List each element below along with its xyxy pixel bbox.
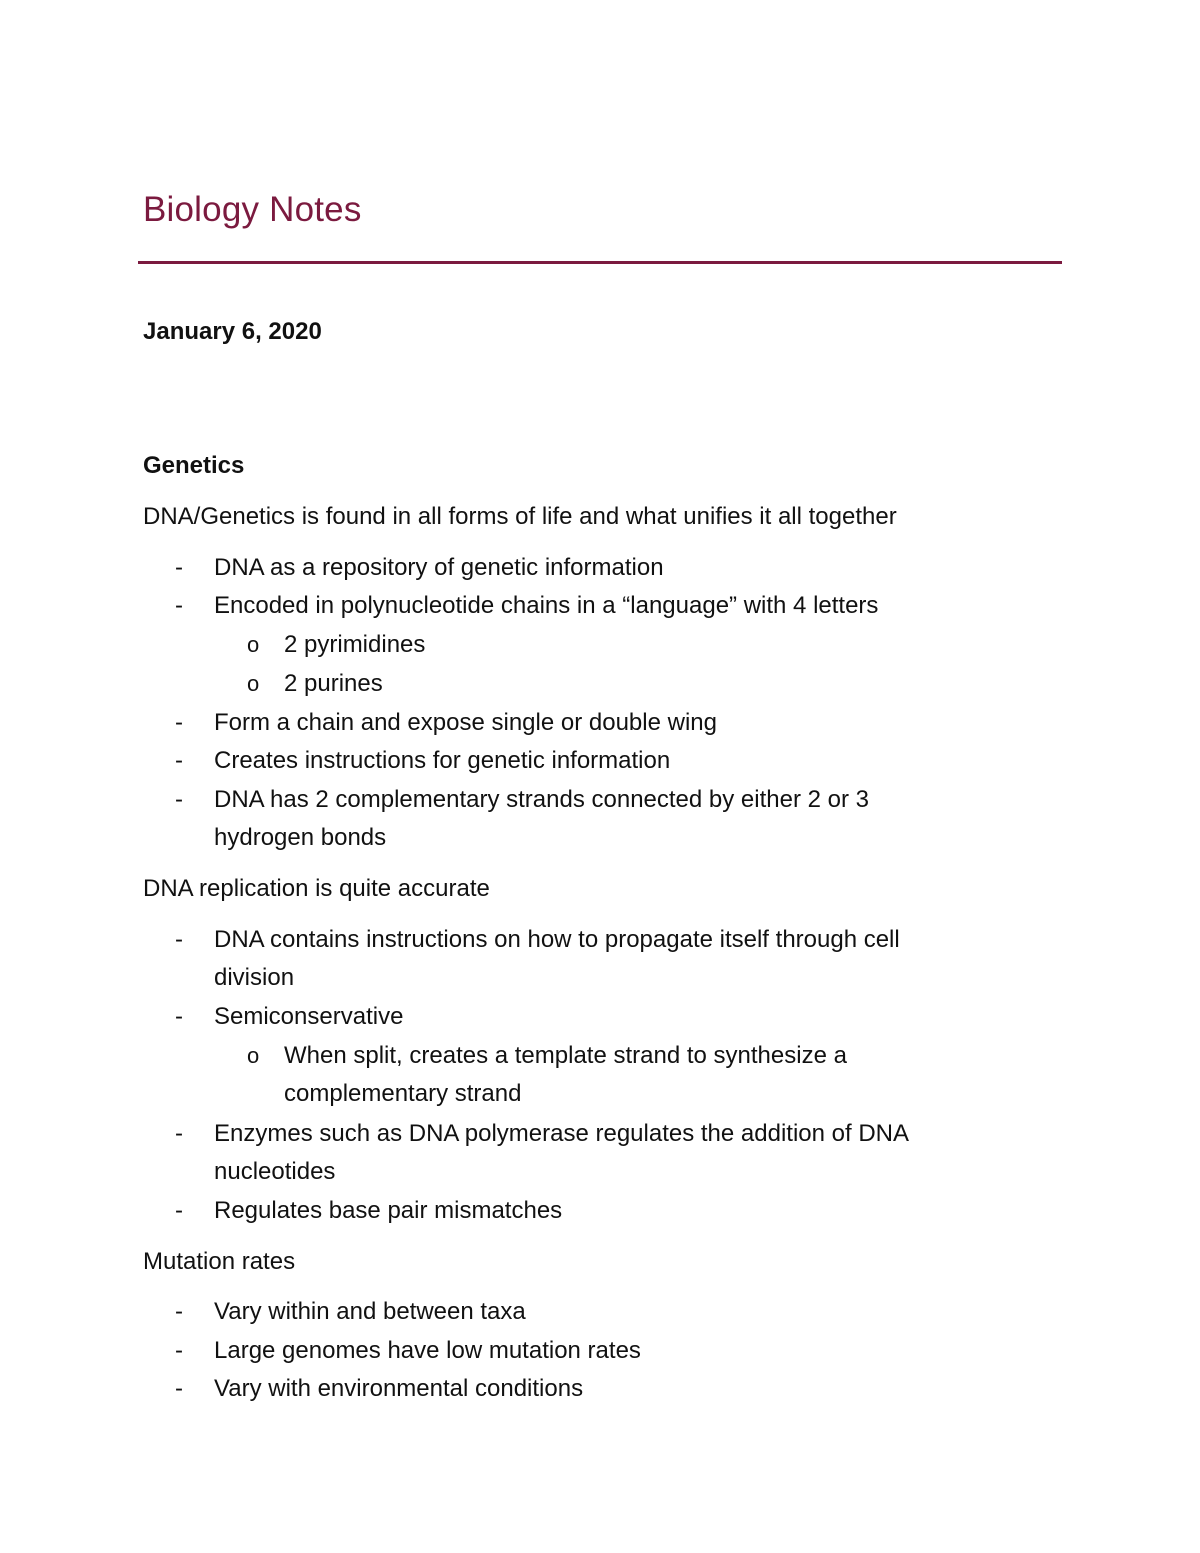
- circle-bullet: o: [247, 1043, 260, 1068]
- circle-bullet: o: [247, 632, 260, 657]
- list-item-continuation: nucleotides: [214, 1158, 336, 1185]
- list-item-continuation: division: [214, 964, 295, 991]
- list-item: Creates instructions for genetic information: [214, 747, 671, 774]
- dash-bullet: -: [175, 592, 183, 619]
- paragraph-genetics-intro: DNA/Genetics is found in all forms of life and what unifies it all together: [143, 503, 897, 530]
- dash-bullet: -: [175, 709, 183, 736]
- list-item: Vary with environmental conditions: [214, 1375, 584, 1402]
- dash-bullet: -: [175, 1298, 183, 1325]
- dash-bullet: -: [175, 1197, 183, 1224]
- sub-list-item: 2 pyrimidines: [284, 631, 426, 658]
- sub-list-item: When split, creates a template strand to synthesize a: [284, 1042, 847, 1069]
- circle-bullet: o: [247, 671, 260, 696]
- date-heading: January 6, 2020: [143, 318, 322, 345]
- list-item-continuation: hydrogen bonds: [214, 824, 387, 851]
- dash-bullet: -: [175, 926, 183, 953]
- list-item: DNA has 2 complementary strands connected by either 2 or 3: [214, 786, 870, 813]
- paragraph-mutation-rates: Mutation rates: [143, 1248, 296, 1275]
- list-item: DNA as a repository of genetic information: [214, 554, 664, 581]
- list-item: Large genomes have low mutation rates: [214, 1337, 641, 1364]
- dash-bullet: -: [175, 1003, 183, 1030]
- list-item: Form a chain and expose single or double wing: [214, 709, 717, 736]
- dash-bullet: -: [175, 1375, 183, 1402]
- sub-list-item-continuation: complementary strand: [284, 1080, 522, 1107]
- title-divider: [138, 261, 1062, 264]
- sub-list-item: 2 purines: [284, 670, 383, 697]
- list-item: Enzymes such as DNA polymerase regulates the addition of DNA: [214, 1120, 910, 1147]
- list-item: Vary within and between taxa: [214, 1298, 526, 1325]
- dash-bullet: -: [175, 554, 183, 581]
- paragraph-dna-replication: DNA replication is quite accurate: [143, 875, 490, 902]
- dash-bullet: -: [175, 1120, 183, 1147]
- list-item: DNA contains instructions on how to propagate itself through cell: [214, 926, 900, 953]
- list-item: Semiconservative: [214, 1003, 404, 1030]
- section-heading-genetics: Genetics: [143, 452, 245, 479]
- document-title: Biology Notes: [143, 190, 362, 229]
- dash-bullet: -: [175, 747, 183, 774]
- list-item: Regulates base pair mismatches: [214, 1197, 563, 1224]
- list-item: Encoded in polynucleotide chains in a “language” with 4 letters: [214, 592, 879, 619]
- dash-bullet: -: [175, 1337, 183, 1364]
- dash-bullet: -: [175, 786, 183, 813]
